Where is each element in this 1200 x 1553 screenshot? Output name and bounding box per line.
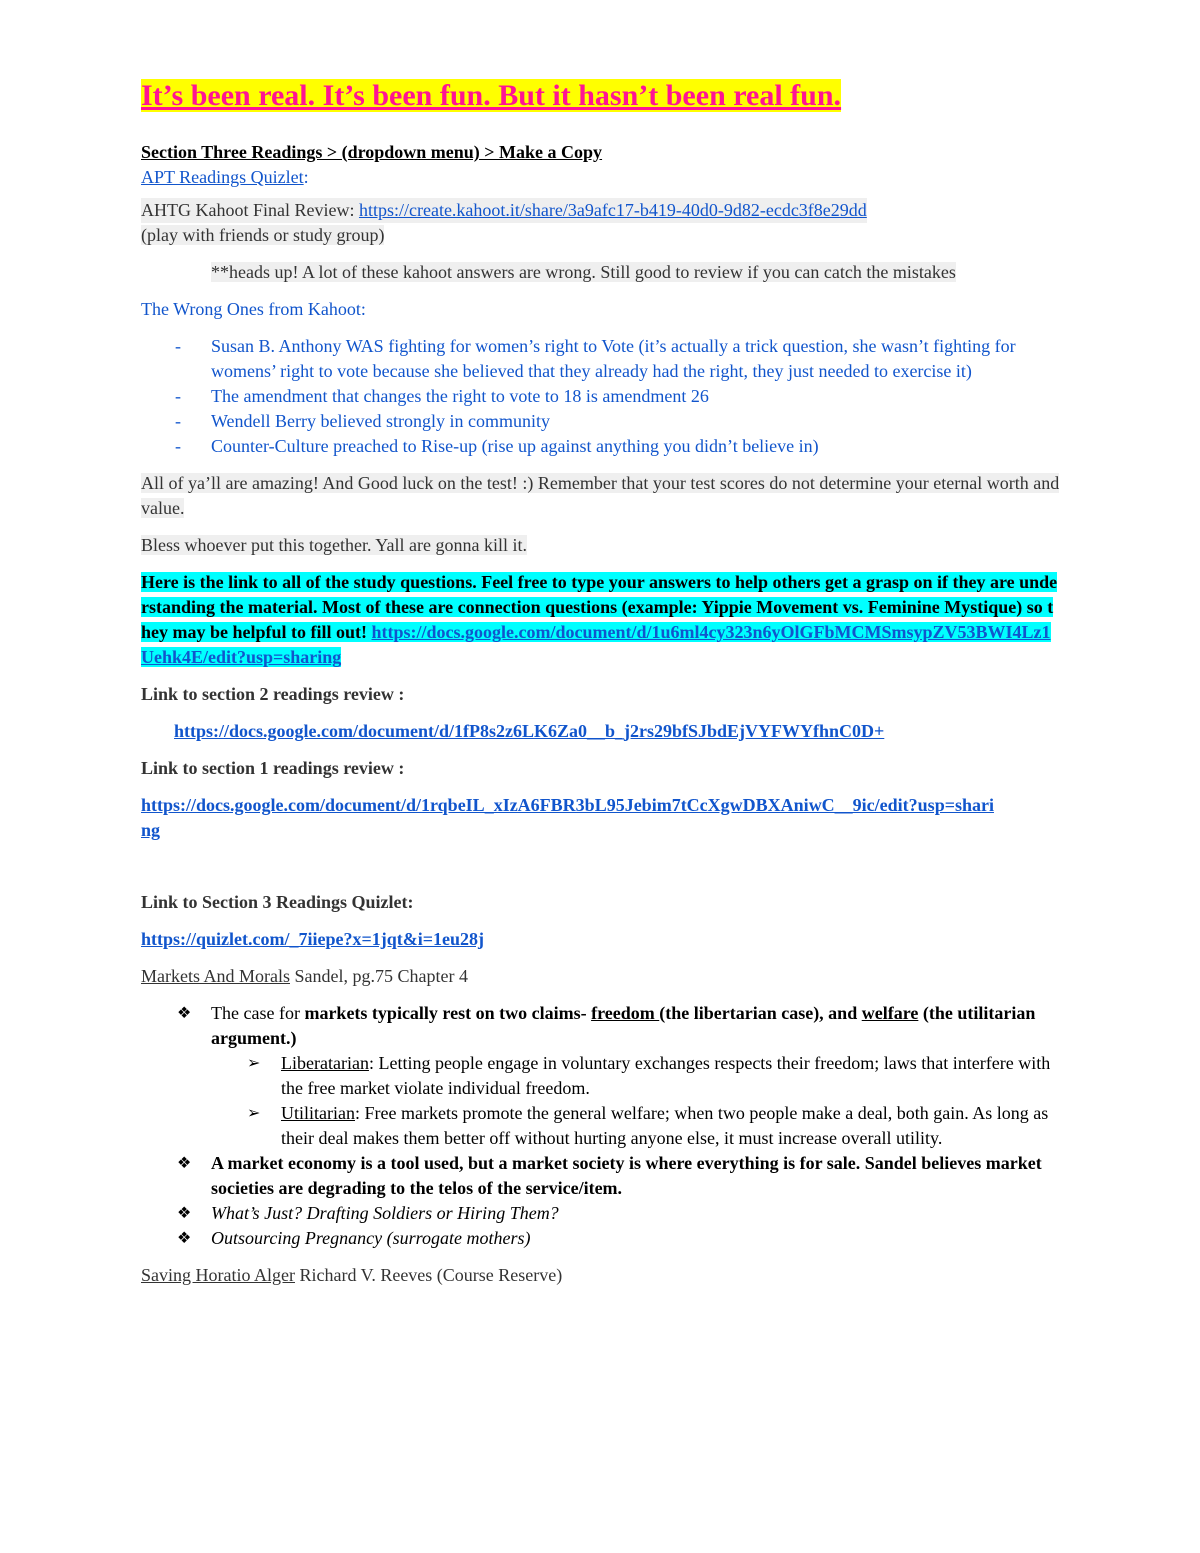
apt-quizlet-link[interactable]: APT Readings Quizlet xyxy=(141,167,304,187)
diamond-bullet-icon: ❖ xyxy=(177,1205,192,1222)
kahoot-label: AHTG Kahoot Final Review: xyxy=(141,200,359,220)
diamond-bullet-icon: ❖ xyxy=(177,1155,192,1172)
document-title: It’s been real. It’s been fun. But it hasn’t been real fun. xyxy=(141,79,842,112)
list-item: ➢ Liberatarian: Letting people engage in voluntary exchanges respects their freedom; laws that interfere with the free market violate individual freedom. xyxy=(247,1053,1051,1098)
list-item: - Counter-Culture preached to Rise-up (rise up against anything you didn’t believe in) xyxy=(175,436,819,456)
section1-label: Link to section 1 readings review : xyxy=(141,758,405,778)
section3-quizlet-link[interactable]: https://quizlet.com/_7iiepe?x=1jqt&i=1eu28j xyxy=(141,929,484,949)
list-item: ➢ Utilitarian: Free markets promote the general welfare; when two people make a deal, both gain. As long as their deal makes them better off without hurting anyone else, it must increase overall utility. xyxy=(247,1103,1049,1148)
list-item: ❖ Outsourcing Pregnancy (surrogate mothers) xyxy=(141,1226,1061,1251)
section2-link[interactable]: https://docs.google.com/document/d/1fP8s2z6LK6Za0__b_j2rs29bfSJbdEjVYFWYfhnC0D+ xyxy=(174,721,885,741)
section1-link[interactable]: https://docs.google.com/document/d/1rqbeIL_xIzA6FBR3bL95Jebim7tCcXgwDBXAniwC__9ic/edit?usp=sharing xyxy=(141,795,994,840)
wrong-ones-heading: The Wrong Ones from Kahoot: xyxy=(141,299,366,319)
markets-notes-list xyxy=(141,1001,1061,1051)
list-item: - Wendell Berry believed strongly in community xyxy=(175,411,550,431)
list-item: - Susan B. Anthony WAS fighting for women’s right to Vote (it’s actually a trick question, she wasn’t fighting for womens’ right to vote because she believed that they already had the right, they just needed to exercise it) xyxy=(175,336,1016,381)
markets-notes-list-cont xyxy=(141,1151,1061,1251)
list-item: ❖ The case for markets typically rest on two claims- freedom (the libertarian case), and welfare (the utilitarian argument.) xyxy=(177,1003,1036,1048)
diamond-bullet-icon: ❖ xyxy=(177,1005,192,1022)
study-questions-link[interactable]: https://docs.google.com/document/d/1u6ml4cy323n6yOlGFbMCMSmsypZV53BWI4Lz1Uehk4E/edit?usp=sharing xyxy=(141,622,1051,667)
kahoot-note: (play with friends or study group) xyxy=(141,225,385,245)
kahoot-link[interactable]: https://create.kahoot.it/share/3a9afc17-b419-40d0-9d82-ecdc3f8e29dd xyxy=(358,200,867,220)
list-item: - The amendment that changes the right to vote to 18 is amendment 26 xyxy=(175,386,709,406)
bless-text: Bless whoever put this together. Yall are gonna kill it. xyxy=(141,535,527,555)
wrong-answers-list xyxy=(141,334,1061,459)
section3-label: Link to Section 3 Readings Quizlet: xyxy=(141,892,414,912)
heads-up-note: **heads up! A lot of these kahoot answers are wrong. Still good to review if you can catch the mistakes xyxy=(211,262,956,282)
encouragement-text: All of ya’ll are amazing! And Good luck on the test! :) Remember that your test scores do not determine your eternal worth and value. xyxy=(141,473,1060,518)
alger-book-title: Saving Horatio Alger xyxy=(141,1265,295,1285)
diamond-bullet-icon: ❖ xyxy=(177,1230,192,1247)
document-page: It’s been real. It’s been fun. But it hasn’t been real fun. Section Three Readings > (dropdown menu) > Make a Copy APT Readings Quizlet: AHTG Kahoot Final Review: https://create.kahoot.it/share/3a9afc17-b419-40d0-9d82-ecdc3f8e29dd (play with friends or study group) **heads up! A lot of these kahoot answers are wrong. Still good to review if you can catch the mistakes The Wrong Ones from Kahoot: - Susan B. Anthony WAS fighting for women’s right to Vote (it’s actually a trick question, she wasn’t fighting for womens’ right to vote because she believed that they already had the right, they just needed to exercise it) - The amendment that changes the right to vote to 18 is amendment 26 - Wendell Berry believed strongly in community - Counter-Culture preached to Rise-up (rise up against anything you didn’t believe in) All of ya’ll are amazing! And Good luck on the test! :) Remember that your test scores do not determine your eternal worth and value. Bless whoever put this together. Yall are gonna kill it. Here is the link to all of the study questions. Feel free to type your answers to help others get a grasp on if they are understanding the material. Most of these are connection questions (example: Yippie Movement vs. Feminine Mystique) so they may be helpful to fill out! https://docs.google.com/document/d/1u6ml4cy323n6yOlGFbMCMSmsypZV53BWI4Lz1Uehk4E/edit?usp=sharing Link to section 2 readings review : https://docs.google.com/document/d/1fP8s2z6LK6Za0__b_j2rs29bfSJbdEjVYFWYfhnC0D+ Link to section 1 readings review : https://docs.google.com/document/d/1rqbeIL_xIzA6FBR3bL95Jebim7tCcXgwDBXAniwC__9ic/edit?usp=sharing Link to Section 3 Readings Quizlet: https://quizlet.com/_7iiepe?x=1jqt&i=1eu28j Markets And Morals Sandel, pg.75 Chapter 4 ❖ The case for markets typically rest on two claims- freedom (the libertarian case), and welfare (the utilitarian argument.) ➢ Liberatarian: Letting people engage in voluntary exchanges respects their freedom; laws that interfere with the free market violate individual freedom. ➢ Utilitarian: Free markets promote the general welfare; when two people make a deal, both gain. As long as their deal makes them better off without hurting anyone else, it must increase overall utility. ❖ A market economy is a tool used, but a market society is where everything is for sale. Sandel believes market societies are degrading to the telos of the service/item. ❖ What’s Just? Drafting Soldiers or Hiring Them? ❖ Outsourcing Pregnancy (surrogate mothers) Saving Horatio Alger Richard V. Reeves (Course Reserve) xyxy=(141,79,1060,1285)
markets-sub-list xyxy=(141,1051,1061,1151)
markets-book-title: Markets And Morals xyxy=(141,966,290,986)
list-item: ❖ A market economy is a tool used, but a market society is where everything is for sale. Sandel believes market societies are degrading to the telos of the service/item. xyxy=(177,1153,1042,1198)
arrow-bullet-icon: ➢ xyxy=(247,1105,261,1122)
section2-label: Link to section 2 readings review : xyxy=(141,684,405,704)
arrow-bullet-icon: ➢ xyxy=(247,1055,261,1072)
study-questions-text: Here is the link to all of the study questions. Feel free to type your answers to help others get a grasp on if they are understanding the material. Most of these are connection questions (example: Yippie Movement vs. Feminine Mystique) so they may be helpful to fill out! xyxy=(141,572,1058,642)
list-item: ❖ What’s Just? Drafting Soldiers or Hiring Them? xyxy=(141,1201,1061,1226)
nav-instruction: Section Three Readings > (dropdown menu) > Make a Copy xyxy=(141,142,603,162)
